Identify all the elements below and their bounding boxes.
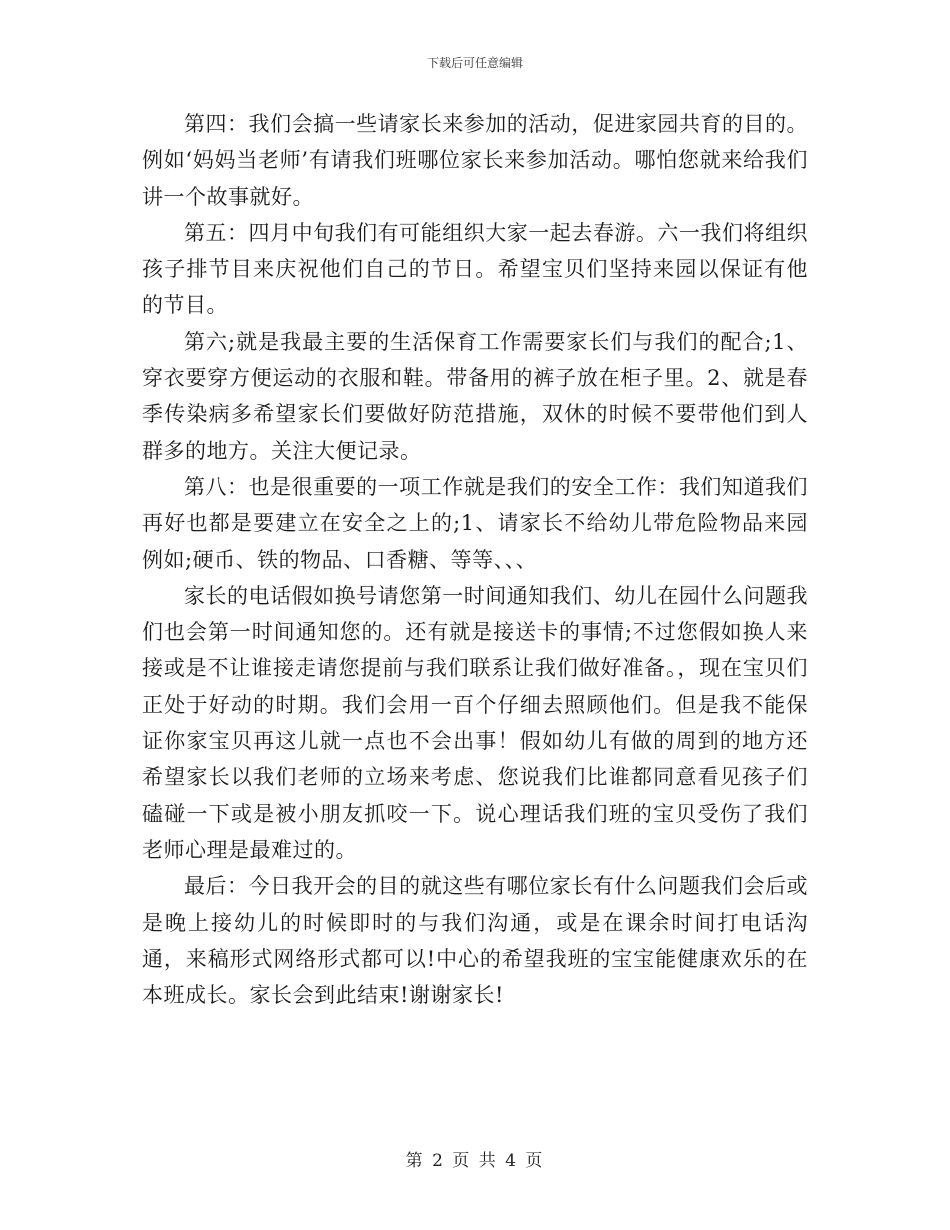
paragraph-5: 第五：四月中旬我们有可能组织大家一起去春游。六一我们将组织孩子排节目来庆祝他们自己的节日。希望宝贝们坚持来园以保证有他的节目。 xyxy=(142,220,808,318)
page-footer: 第 2 页 共 4 页 xyxy=(405,1151,545,1171)
paragraph-closing: 最后：今日我开会的目的就这些有哪位家长有什么问题我们会后或是晚上接幼儿的时候即时的与我们沟通，或是在课余时间打电话沟通，来稿形式网络形式都可以!中心的希望我班的宝宝能健康欢乐的在本班成长。家长会到此结束!谢谢家长! xyxy=(142,874,808,1008)
page-header: 下载后可任意编辑 xyxy=(426,56,523,70)
paragraph-4: 第四：我们会搞一些请家长来参加的活动，促进家园共育的目的。例如‘妈妈当老师’有请我们班哪位家长来参加活动。哪怕您就来给我们讲一个故事就好。 xyxy=(142,112,808,209)
paragraph-contact: 家长的电话假如换号请您第一时间通知我们、幼儿在园什么问题我们也会第一时间通知您的。还有就是接送卡的事情;不过您假如换人来接或是不让谁接走请您提前与我们联系让我们做好准备。，现在宝贝们正处于好动的时期。我们会用一百个仔细去照顾他们。但是我不能保证你家宝贝再这儿就一点也不会出事！假如幼儿有做的周到的地方还希望家长以我们老师的立场来考虑、您说我们比谁都同意看见孩子们磕碰一下或是被小朋友抓咬一下。说心理话我们班的宝贝受伤了我们老师心理是最难过的。 xyxy=(142,583,808,862)
paragraph-6: 第六;就是我最主要的生活保育工作需要家长们与我们的配合;1、穿衣要穿方便运动的衣服和鞋。带备用的裤子放在柜子里。2、就是春季传染病多希望家长们要做好防范措施，双休的时候不要带他们到人群多的地方。关注大便记录。 xyxy=(142,329,808,463)
document-body xyxy=(142,106,808,1013)
paragraph-8: 第八：也是很重要的一项工作就是我们的安全工作：我们知道我们再好也都是要建立在安全之上的;1、请家长不给幼儿带危险物品来园例如;硬币、铁的物品、口香糖、等等、、、 xyxy=(142,474,808,572)
